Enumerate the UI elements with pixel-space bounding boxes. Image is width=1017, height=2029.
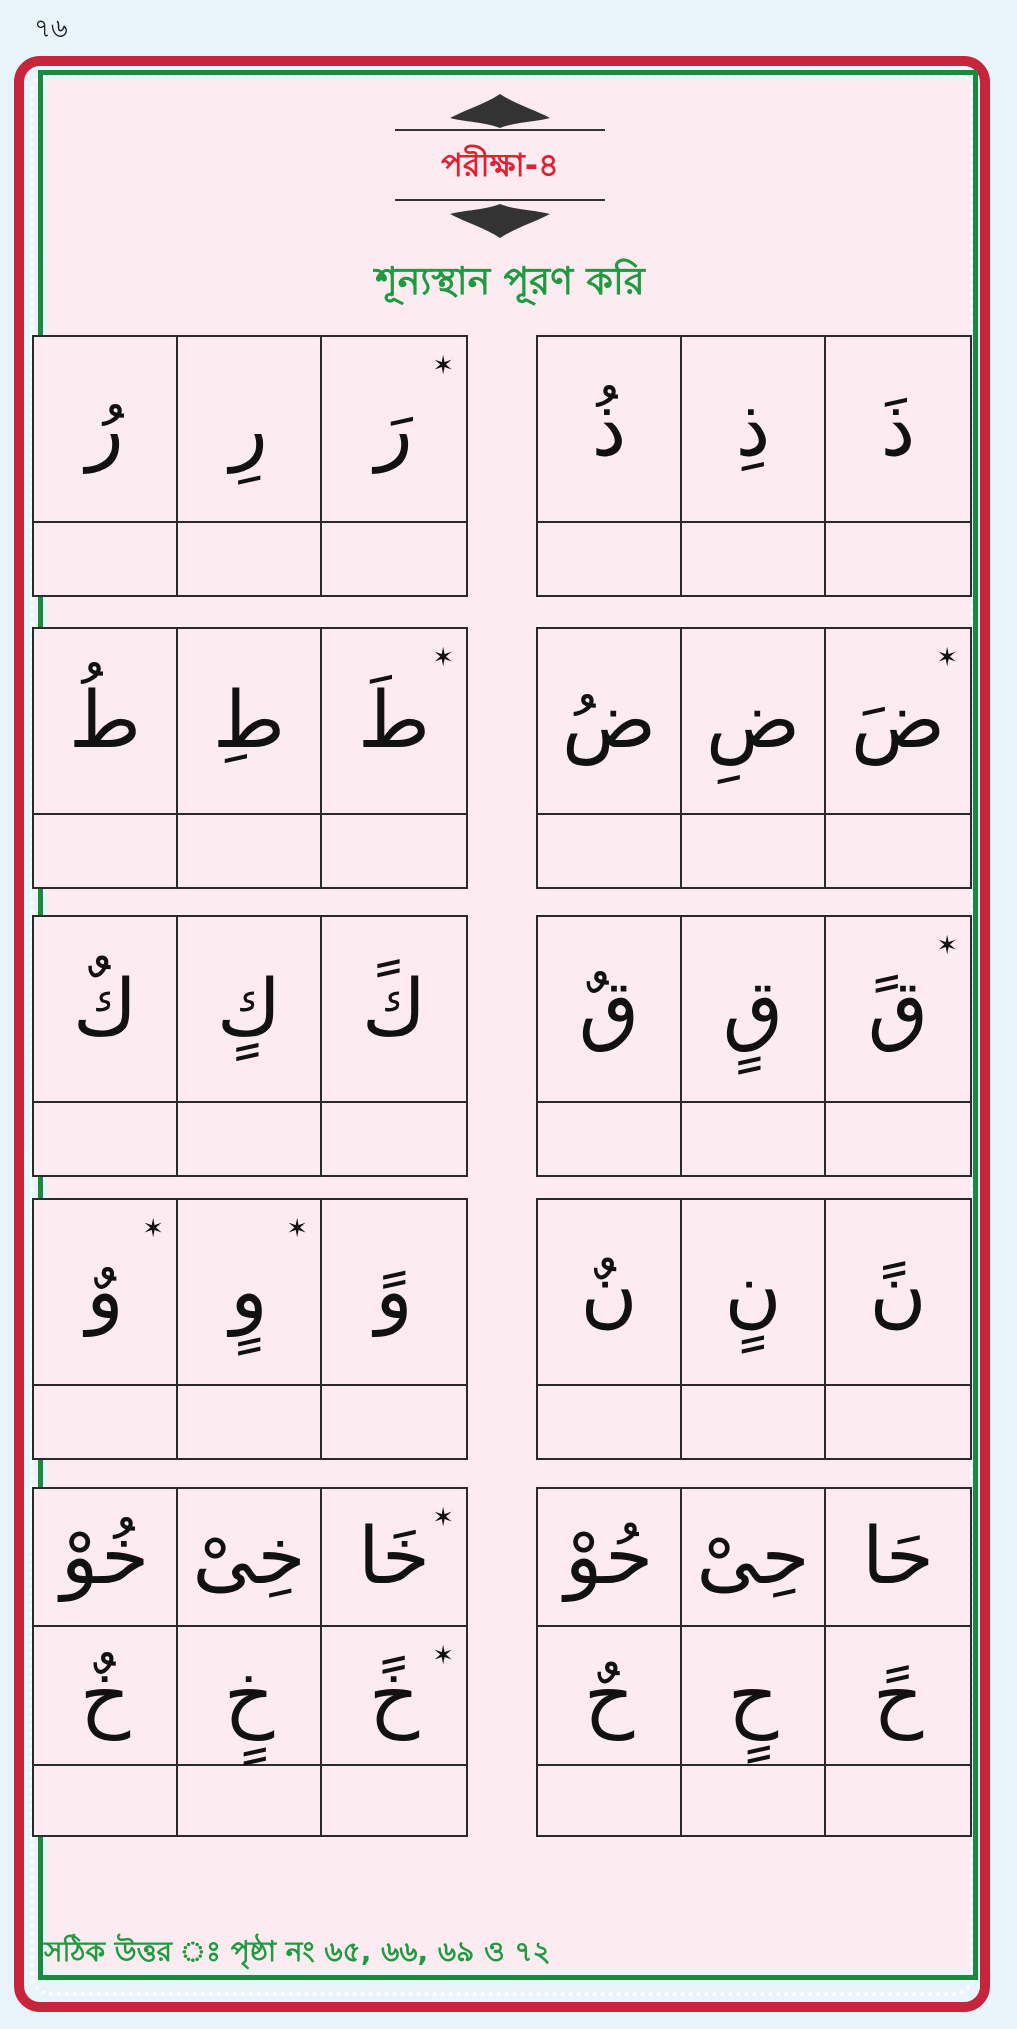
answer-blank-cell[interactable]	[178, 815, 322, 887]
arabic-letter: حً	[872, 1650, 924, 1741]
answer-blank-cell[interactable]	[682, 815, 826, 887]
arabic-letter: رَ	[375, 383, 413, 474]
letter-cell	[538, 337, 682, 523]
worksheet-block-left	[32, 627, 468, 889]
answer-blank-cell[interactable]	[178, 1386, 322, 1458]
letter-cell	[826, 629, 970, 815]
letter-cell	[34, 1489, 178, 1627]
answer-reference: সঠিক উত্তর ঃ পৃষ্ঠা নং ৬৫, ৬৬, ৬৯ ও ৭২	[44, 1935, 551, 1968]
arabic-letter: خُوْ	[60, 1512, 150, 1603]
star-icon: ✶	[432, 643, 454, 673]
arabic-letter: خً	[368, 1650, 420, 1741]
letter-cell	[682, 629, 826, 815]
arabic-letter: خَا	[358, 1512, 430, 1603]
answer-blank-cell[interactable]	[178, 1766, 322, 1835]
answer-blank-cell[interactable]	[826, 815, 970, 887]
star-icon: ✶	[286, 1214, 308, 1244]
arabic-letter: خِىْ	[192, 1512, 306, 1603]
letter-cell	[538, 1627, 682, 1765]
arabic-letter: حُوْ	[564, 1512, 654, 1603]
letter-cell	[178, 629, 322, 815]
answer-blank-cell[interactable]	[538, 1103, 682, 1175]
arabic-letter: طِ	[212, 675, 286, 766]
answer-blank-cell[interactable]	[682, 523, 826, 595]
answer-blank-cell[interactable]	[322, 1766, 466, 1835]
arabic-letter: وٍ	[230, 1246, 268, 1337]
letter-cell	[178, 1489, 322, 1627]
worksheet-block-right	[536, 335, 972, 597]
arabic-letter: وٌ	[86, 1246, 124, 1337]
letter-cell	[178, 917, 322, 1103]
answer-blank-cell[interactable]	[322, 1386, 466, 1458]
arabic-letter: طُ	[68, 675, 142, 766]
answer-blank-cell[interactable]	[538, 1386, 682, 1458]
answer-blank-cell[interactable]	[322, 815, 466, 887]
letter-cell	[322, 629, 466, 815]
letter-cell	[682, 917, 826, 1103]
letter-cell	[34, 629, 178, 815]
arabic-letter: نٍ	[724, 1246, 782, 1337]
letter-cell	[826, 1200, 970, 1386]
letter-cell	[826, 337, 970, 523]
arabic-letter: حَا	[862, 1512, 934, 1603]
answer-blank-cell[interactable]	[826, 523, 970, 595]
letter-cell	[682, 1627, 826, 1765]
arabic-letter: قً	[867, 963, 929, 1054]
answer-blank-cell[interactable]	[34, 1103, 178, 1175]
arabic-letter: كٍ	[216, 963, 282, 1054]
arabic-letter: ضِ	[705, 675, 801, 766]
worksheet-block-right	[536, 1198, 972, 1460]
letter-cell	[682, 1200, 826, 1386]
star-icon: ✶	[142, 1214, 164, 1244]
answer-blank-cell[interactable]	[826, 1386, 970, 1458]
answer-blank-cell[interactable]	[682, 1766, 826, 1835]
letter-cell	[178, 1627, 322, 1765]
worksheet-block-left	[32, 915, 468, 1177]
answer-blank-cell[interactable]	[538, 523, 682, 595]
answer-blank-cell[interactable]	[322, 1103, 466, 1175]
answer-blank-cell[interactable]	[34, 815, 178, 887]
arabic-letter: وً	[375, 1246, 413, 1337]
instruction-text: শূন্যস্থান পূরণ করি	[375, 259, 645, 303]
page-number: ৭৬	[34, 14, 68, 44]
answer-blank-cell[interactable]	[178, 523, 322, 595]
answer-blank-cell[interactable]	[682, 1386, 826, 1458]
letter-cell	[322, 917, 466, 1103]
arabic-letter: نً	[869, 1246, 927, 1337]
arabic-letter: ذُ	[591, 383, 627, 474]
arabic-letter: قٍ	[722, 963, 784, 1054]
star-icon: ✶	[432, 1503, 454, 1533]
worksheet-block-left	[32, 1487, 468, 1837]
heading-ornament	[395, 92, 605, 242]
arabic-letter: خٍ	[223, 1650, 275, 1741]
arabic-letter: رِ	[230, 383, 268, 474]
letter-cell	[826, 917, 970, 1103]
letter-cell	[34, 337, 178, 523]
arabic-letter: حٌ	[583, 1650, 635, 1741]
worksheet-block-right	[536, 915, 972, 1177]
arabic-letter: ضُ	[561, 675, 657, 766]
letter-cell	[34, 1627, 178, 1765]
worksheet-block-left	[32, 335, 468, 597]
answer-blank-cell[interactable]	[34, 1386, 178, 1458]
answer-blank-cell[interactable]	[826, 1766, 970, 1835]
letter-cell	[322, 1627, 466, 1765]
star-icon: ✶	[936, 931, 958, 961]
letter-cell	[826, 1627, 970, 1765]
letter-cell	[682, 1489, 826, 1627]
letter-cell	[826, 1489, 970, 1627]
answer-blank-cell[interactable]	[178, 1103, 322, 1175]
letter-cell	[322, 1200, 466, 1386]
arabic-letter: قٌ	[578, 963, 640, 1054]
star-icon: ✶	[432, 351, 454, 381]
arabic-letter: كٌ	[72, 963, 138, 1054]
letter-cell	[34, 917, 178, 1103]
letter-cell	[538, 1200, 682, 1386]
letter-cell	[178, 337, 322, 523]
answer-blank-cell[interactable]	[826, 1103, 970, 1175]
letter-cell	[538, 629, 682, 815]
letter-cell	[322, 1489, 466, 1627]
answer-blank-cell[interactable]	[682, 1103, 826, 1175]
arabic-letter: كً	[361, 963, 427, 1054]
worksheet-block-left	[32, 1198, 468, 1460]
answer-blank-cell[interactable]	[538, 1766, 682, 1835]
star-icon: ✶	[936, 643, 958, 673]
answer-blank-cell[interactable]	[34, 523, 178, 595]
answer-blank-cell[interactable]	[34, 1766, 178, 1835]
arabic-letter: رُ	[86, 383, 124, 474]
test-title: পরীক্ষা-৪	[441, 146, 559, 184]
letter-cell	[322, 337, 466, 523]
arabic-letter: نٌ	[580, 1246, 638, 1337]
star-icon: ✶	[432, 1641, 454, 1672]
arabic-letter: حِىْ	[696, 1512, 810, 1603]
arabic-letter: ذِ	[735, 383, 771, 474]
arabic-letter: حٍ	[727, 1650, 779, 1741]
worksheet-block-right	[536, 627, 972, 889]
arabic-letter: ضَ	[850, 675, 946, 766]
arabic-letter: طَ	[357, 675, 431, 766]
letter-cell	[538, 917, 682, 1103]
answer-blank-cell[interactable]	[322, 523, 466, 595]
worksheet-block-right	[536, 1487, 972, 1837]
letter-cell	[538, 1489, 682, 1627]
arabic-letter: خٌ	[79, 1650, 131, 1741]
letter-cell	[682, 337, 826, 523]
letter-cell	[34, 1200, 178, 1386]
answer-blank-cell[interactable]	[538, 815, 682, 887]
arabic-letter: ذَ	[880, 383, 916, 474]
letter-cell	[178, 1200, 322, 1386]
